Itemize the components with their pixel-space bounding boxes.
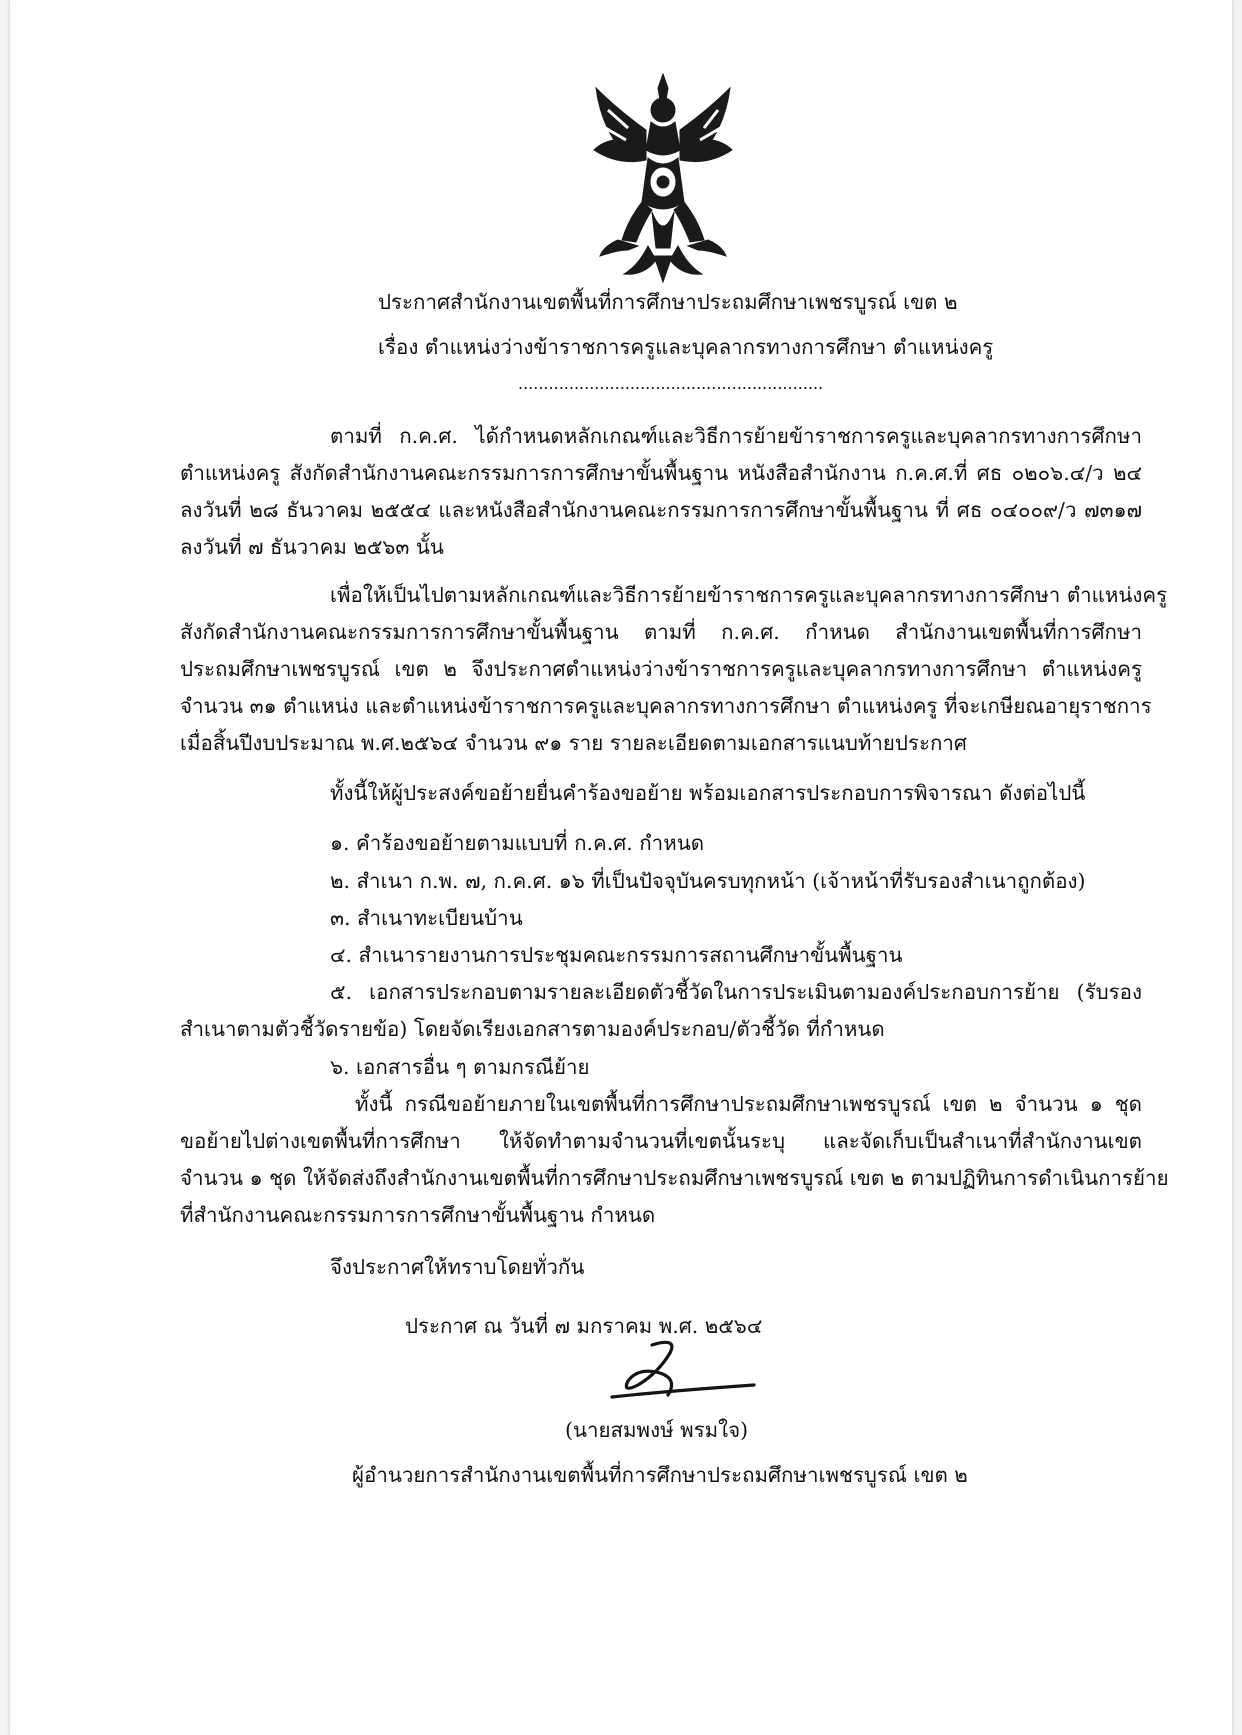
- para2-line-3: ประถมศึกษาเพชรบูรณ์ เขต ๒ จึงประกาศตำแหน่งว่างข้าราชการครูและบุคลากรทางการศึกษา ตำแหน่งครู: [180, 657, 1142, 681]
- list-item-5: ๕. เอกสารประกอบตามรายละเอียดตัวชี้วัดในการประเมินตามองค์ประกอบการย้าย (รับรอง: [330, 980, 1142, 1004]
- list-item-3: ๓. สำเนาทะเบียนบ้าน: [330, 906, 523, 930]
- para3-line-3: จำนวน ๑ ชุด ให้จัดส่งถึงสำนักงานเขตพื้นที่การศึกษาประถมศึกษาเพชรบูรณ์ เขต ๒ ตามปฏิทินการดำเนินการย้าย: [180, 1166, 1169, 1190]
- para2-line-5: เมื่อสิ้นปีงบประมาณ พ.ศ.๒๕๖๔ จำนวน ๙๑ ราย รายละเอียดตามเอกสารแนบท้ายประกาศ: [180, 731, 967, 755]
- para1-line-2: ตำแหน่งครู สังกัดสำนักงานคณะกรรมการการศึกษาขั้นพื้นฐาน หนังสือสำนักงาน ก.ค.ศ.ที่ ศธ ๐๒๐๖.๔/ว ๒๔: [180, 461, 1142, 485]
- garuda-emblem-icon: [588, 70, 738, 284]
- signer-name: (นายสมพงษ์ พรมใจ): [565, 1418, 749, 1442]
- signer-title: ผู้อำนวยการสำนักงานเขตพื้นที่การศึกษาประถมศึกษาเพชรบูรณ์ เขต ๒: [352, 1463, 968, 1487]
- list-item-1: ๑. คำร้องขอย้ายตามแบบที่ ก.ค.ศ. กำหนด: [330, 831, 705, 855]
- list-item-5-cont: สำเนาตามตัวชี้วัดรายข้อ) โดยจัดเรียงเอกสารตามองค์ประกอบ/ตัวชี้วัด ที่กำหนด: [180, 1017, 885, 1041]
- para2-line-4: จำนวน ๓๑ ตำแหน่ง และตำแหน่งข้าราชการครูและบุคลากรทางการศึกษา ตำแหน่งครู ที่จะเกษียณอายุราชการ: [180, 694, 1152, 718]
- para2-line-1: เพื่อให้เป็นไปตามหลักเกณฑ์และวิธีการย้ายข้าราชการครูและบุคลากรทางการศึกษา ตำแหน่งครู: [330, 583, 1168, 607]
- para3-line-2: ขอย้ายไปต่างเขตพื้นที่การศึกษา ให้จัดทำตามจำนวนที่เขตนั้นระบุ และจัดเก็บเป็นสำเนาที่สำนักงานเขต: [180, 1129, 1142, 1153]
- para1-line-1: ตามที่ ก.ค.ศ. ได้กำหนดหลักเกณฑ์และวิธีการย้ายข้าราชการครูและบุคลากรทางการศึกษา: [330, 424, 1142, 448]
- para2-line-2: สังกัดสำนักงานคณะกรรมการการศึกษาขั้นพื้นฐาน ตามที่ ก.ค.ศ. กำหนด สำนักงานเขตพื้นที่การศึกษา: [180, 620, 1142, 644]
- document-page: [10, 0, 1232, 1735]
- para3-line-4: ที่สำนักงานคณะกรรมการการศึกษาขั้นพื้นฐาน กำหนด: [180, 1203, 656, 1227]
- list-item-4: ๔. สำเนารายงานการประชุมคณะกรรมการสถานศึกษาขั้นพื้นฐาน: [330, 943, 903, 967]
- para1-line-3: ลงวันที่ ๒๘ ธันวาคม ๒๕๕๔ และหนังสือสำนักงานคณะกรรมการการศึกษาขั้นพื้นฐาน ที่ ศธ ๐๔๐๐๙/ว ๗๓๑๗: [180, 498, 1142, 522]
- signature-icon: [608, 1335, 756, 1413]
- list-intro: ทั้งนี้ให้ผู้ประสงค์ขอย้ายยื่นคำร้องขอย้าย พร้อมเอกสารประกอบการพิจารณา ดังต่อไปนี้: [330, 781, 1086, 805]
- closing-text: จึงประกาศให้ทราบโดยทั่วกัน: [330, 1255, 585, 1279]
- list-item-2: ๒. สำเนา ก.พ. ๗, ก.ค.ศ. ๑๖ ที่เป็นปัจจุบันครบทุกหน้า (เจ้าหน้าที่รับรองสำเนาถูกต้อง): [330, 869, 1086, 893]
- para1-line-4: ลงวันที่ ๗ ธันวาคม ๒๕๖๓ นั้น: [180, 535, 444, 559]
- para3-line-1: ทั้งนี้ กรณีขอย้ายภายในเขตพื้นที่การศึกษาประถมศึกษาเพชรบูรณ์ เขต ๒ จำนวน ๑ ชุด: [355, 1092, 1142, 1116]
- list-item-6: ๖. เอกสารอื่น ๆ ตามกรณีย้าย: [330, 1055, 590, 1079]
- announcement-title: ประกาศสำนักงานเขตพื้นที่การศึกษาประถมศึกษาเพชรบูรณ์ เขต ๒: [378, 290, 958, 314]
- announcement-date: ประกาศ ณ วันที่ ๗ มกราคม พ.ศ. ๒๕๖๔: [405, 1314, 763, 1338]
- divider-dots: ............................................................: [518, 374, 824, 393]
- announcement-subject: เรื่อง ตำแหน่งว่างข้าราชการครูและบุคลากรทางการศึกษา ตำแหน่งครู: [378, 335, 994, 359]
